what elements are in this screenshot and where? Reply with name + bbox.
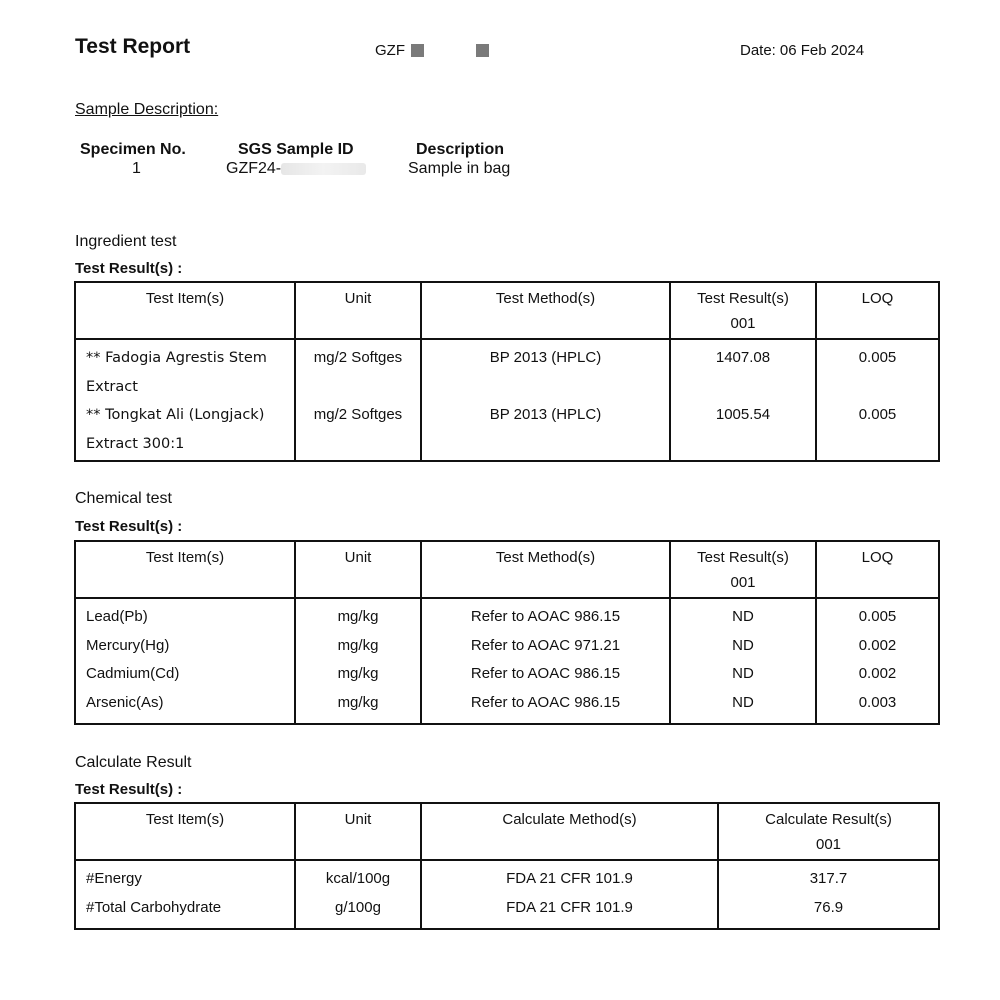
calculate-table (74, 802, 940, 930)
item-cell: Lead(Pb) Mercury(Hg) Cadmium(Cd) Arsenic(As) (75, 598, 295, 724)
result-label-calculate: Test Result(s) : (75, 781, 183, 798)
section-title-chemical: Chemical test (75, 490, 172, 507)
report-number (375, 42, 489, 59)
table-header-row (75, 541, 939, 598)
ingredient-table (74, 281, 940, 462)
header-cell: Calculate Result(s) 001 (718, 803, 939, 860)
table-body (75, 598, 939, 724)
header-cell: Test Item(s) (75, 803, 295, 860)
method-cell: Refer to AOAC 986.15 Refer to AOAC 971.21 Refer to AOAC 986.15 Refer to AOAC 986.15 (421, 598, 670, 724)
result-label-chemical: Test Result(s) : (75, 518, 183, 535)
header-cell: Unit (295, 541, 421, 598)
section-title-ingredient: Ingredient test (75, 233, 177, 250)
description-header: Description (416, 141, 505, 158)
header-cell: Test Method(s) (421, 282, 670, 339)
redaction-blur (281, 163, 366, 175)
unit-cell: mg/2 Softges mg/2 Softges (295, 339, 421, 461)
sample-id-value (226, 160, 366, 178)
header-cell: Test Item(s) (75, 541, 295, 598)
sample-description-heading: Sample Description: (75, 101, 219, 118)
specimen-no-value: 1 (132, 160, 141, 177)
date-value: 06 Feb 2024 (779, 42, 865, 59)
method-cell: BP 2013 (HPLC) BP 2013 (HPLC) (421, 339, 670, 461)
unit-cell: mg/kg mg/kg mg/kg mg/kg (295, 598, 421, 724)
table-body (75, 339, 939, 461)
item-cell: #Energy #Total Carbohydrate (75, 860, 295, 929)
header-cell: Test Result(s) 001 (670, 282, 816, 339)
header-cell: Unit (295, 803, 421, 860)
sample-id-prefix: GZF24- (226, 160, 282, 177)
chemical-table (74, 540, 940, 725)
report-date (740, 42, 864, 59)
description-value: Sample in bag (408, 160, 511, 177)
header-cell: LOQ (816, 282, 939, 339)
result-label-ingredient: Test Result(s) : (75, 260, 183, 277)
page-title: Test Report (75, 35, 191, 58)
loq-cell: 0.005 0.002 0.002 0.003 (816, 598, 939, 724)
item-cell: ** Fadogia Agrestis Stem Extract ** Tongkat Ali (Longjack) Extract 300:1 (75, 339, 295, 461)
result-cell: 1407.08 1005.54 (670, 339, 816, 461)
table-header-row (75, 282, 939, 339)
section-title-calculate: Calculate Result (75, 754, 192, 771)
header-cell: Test Result(s) 001 (670, 541, 816, 598)
loq-cell: 0.005 0.005 (816, 339, 939, 461)
result-cell: 317.7 76.9 (718, 860, 939, 929)
specimen-no-header: Specimen No. (80, 141, 186, 158)
method-cell: FDA 21 CFR 101.9 FDA 21 CFR 101.9 (421, 860, 718, 929)
redaction-mark (476, 44, 489, 57)
result-cell: ND ND ND ND (670, 598, 816, 724)
header-cell: Unit (295, 282, 421, 339)
table-body (75, 860, 939, 929)
report-number-prefix: GZF (375, 42, 405, 59)
redaction-mark (411, 44, 424, 57)
header-cell: Test Method(s) (421, 541, 670, 598)
sample-id-header: SGS Sample ID (238, 141, 354, 158)
redaction-gap (430, 44, 470, 57)
table-header-row (75, 803, 939, 860)
header-cell: Test Item(s) (75, 282, 295, 339)
date-label: Date: (740, 42, 776, 59)
unit-cell: kcal/100g g/100g (295, 860, 421, 929)
header-cell: LOQ (816, 541, 939, 598)
header-cell: Calculate Method(s) (421, 803, 718, 860)
